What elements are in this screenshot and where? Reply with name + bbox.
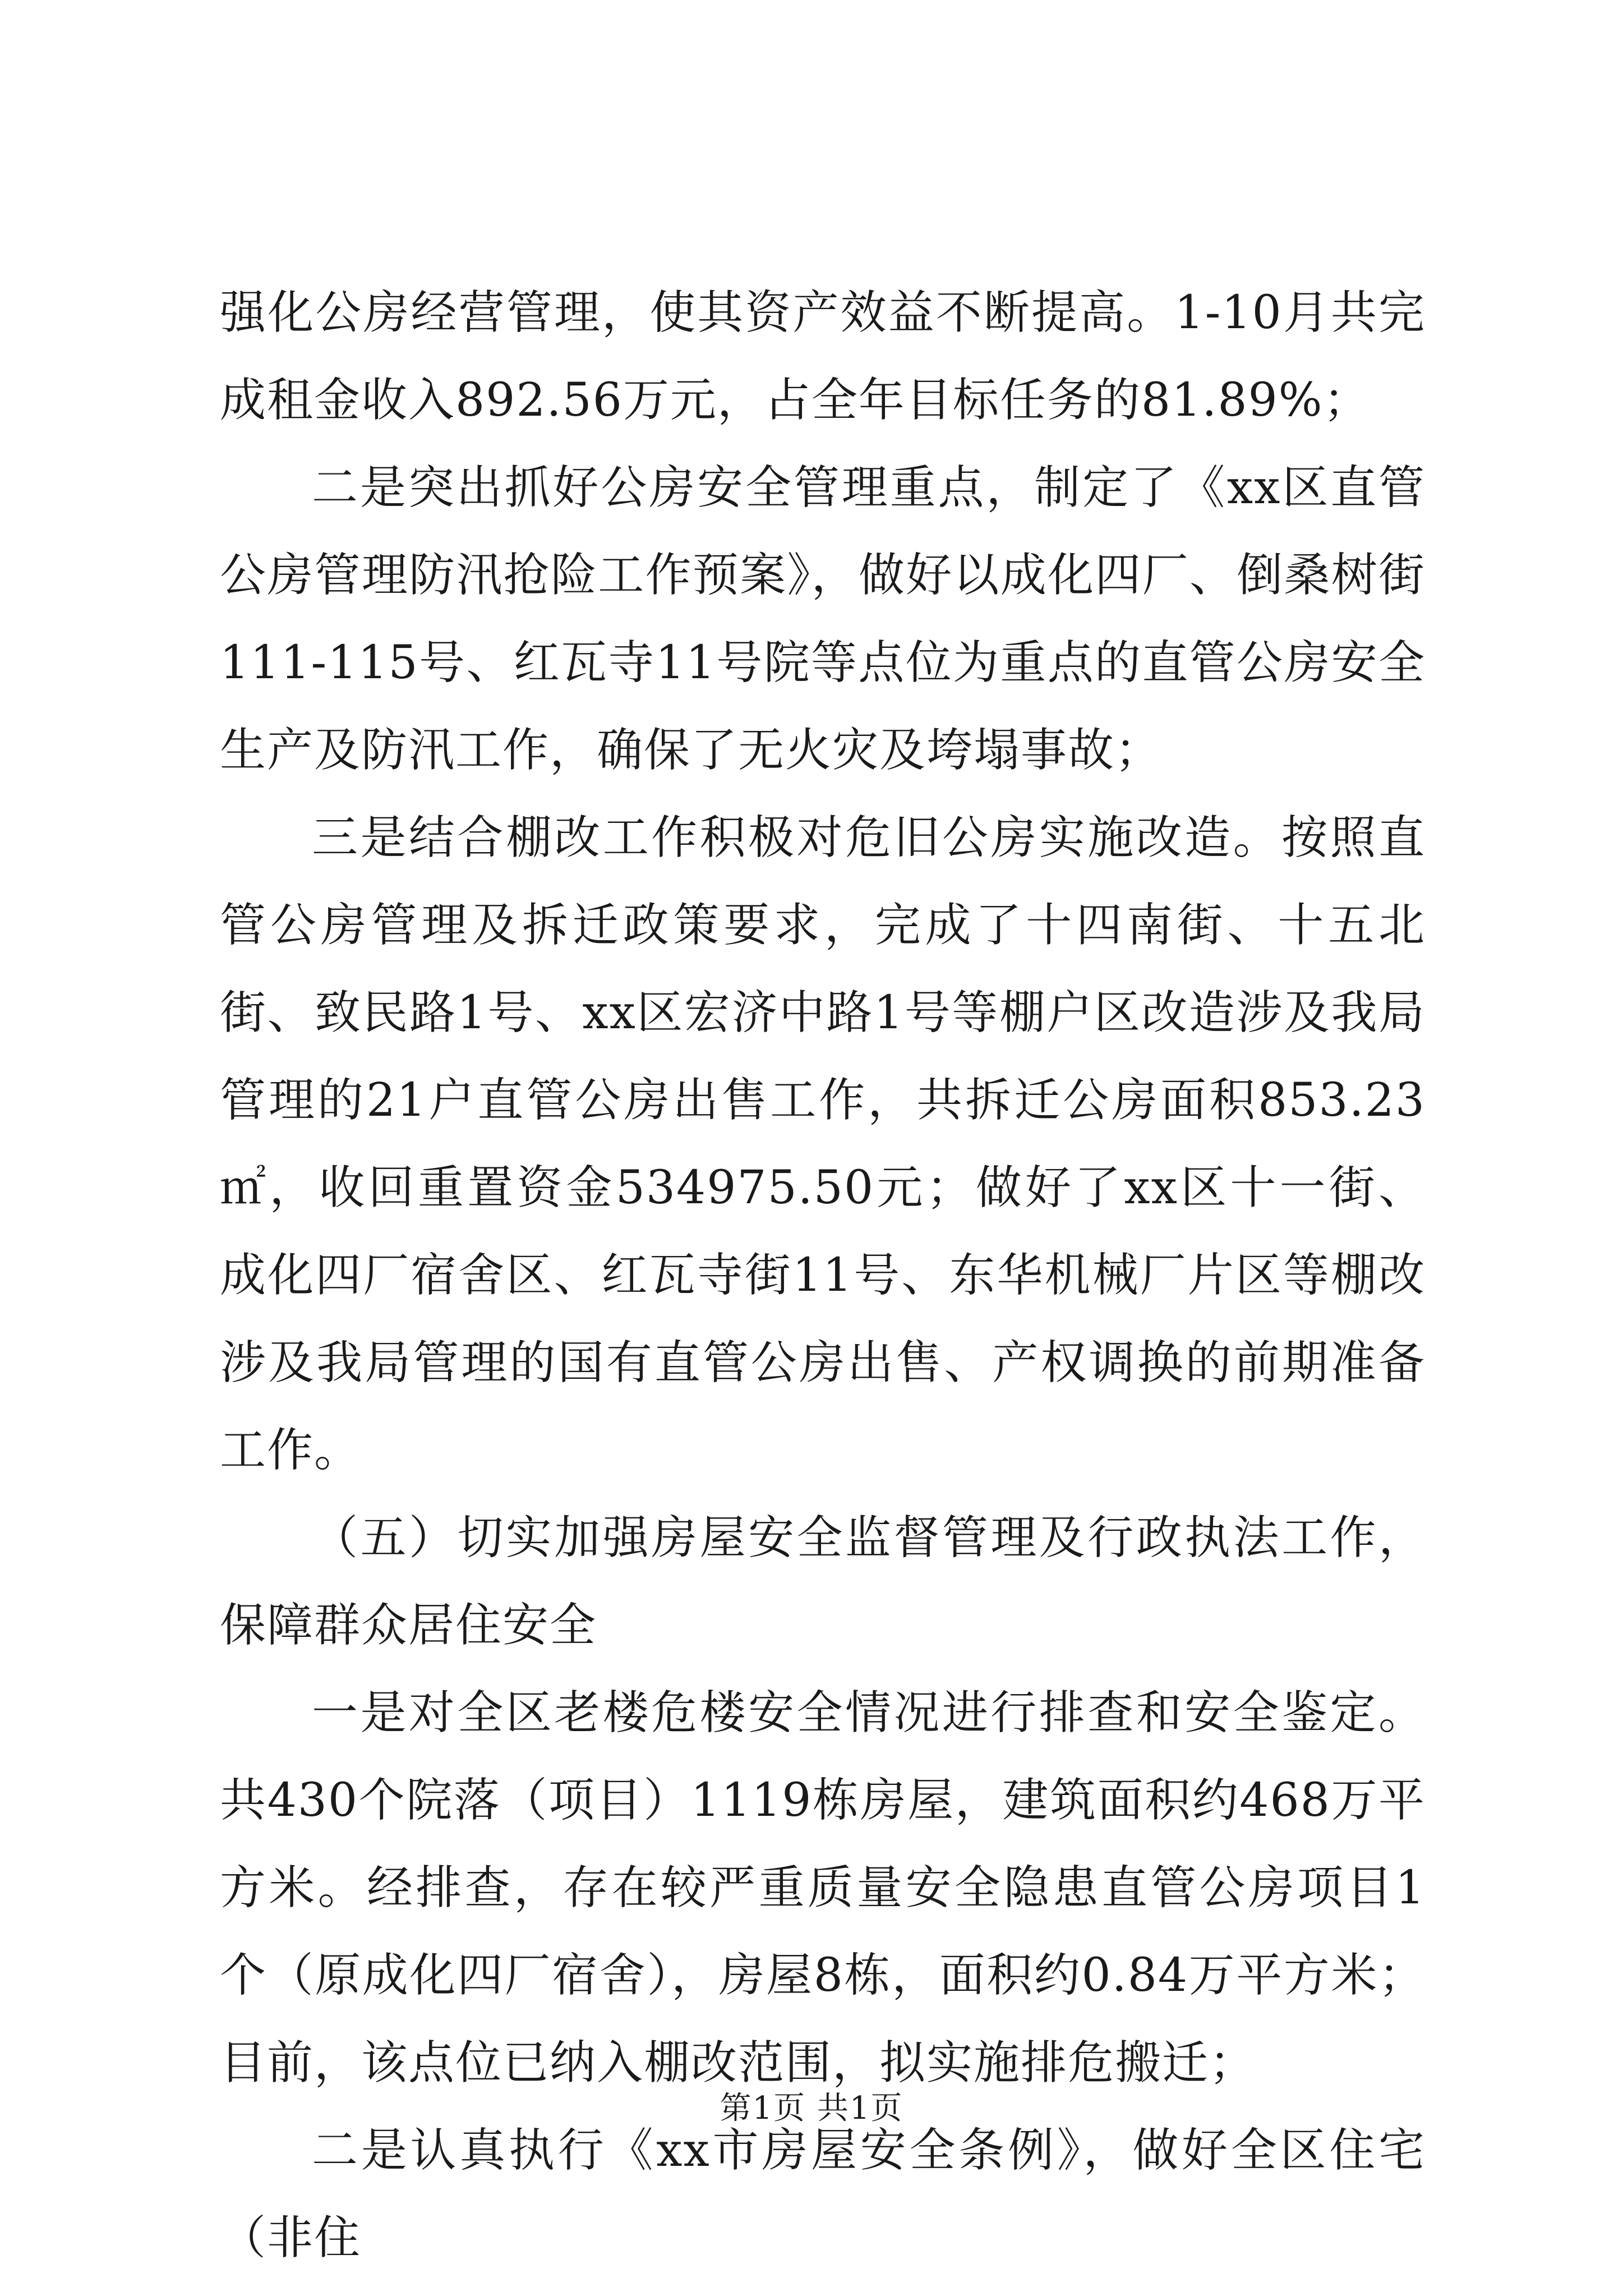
- page-footer: 第1页 共1页: [720, 2090, 903, 2127]
- paragraph-safety-management: 二是突出抓好公房安全管理重点，制定了《xx区直管公房管理防汛抢险工作预案》，做好以成化四厂、倒桑树街111-115号、红瓦寺11号院等点位为重点的直管公房安全生产及防汛工作，确保了无火灾及垮塌事故；: [220, 461, 1426, 777]
- document-body: [220, 269, 1426, 2282]
- paragraph-rent-income: 强化公房经营管理，使其资产效益不断提高。1-10月共完成租金收入892.56万元，占全年目标任务的81.89%；: [220, 286, 1426, 427]
- paragraph-building-inspection: 一是对全区老楼危楼安全情况进行排查和安全鉴定。共430个院落（项目）1119栋房屋，建筑面积约468万平方米。经排查，存在较严重质量安全隐患直管公房项目1个（原成化四厂宿舍），房屋8栋，面积约0.84万平方米；目前，该点位已纳入棚改范围，拟实施排危搬迁；: [220, 1686, 1426, 2090]
- paragraph-renovation: 三是结合棚改工作积极对危旧公房实施改造。按照直管公房管理及拆迁政策要求，完成了十四南街、十五北街、致民路1号、xx区宏济中路1号等棚户区改造涉及我局管理的21户直管公房出售工作，共拆迁公房面积853.23㎡，收回重置资金534975.50元；做好了xx区十一街、成化四厂宿舍区、红瓦寺街11号、东华机械厂片区等棚改涉及我局管理的国有直管公房出售、产权调换的前期准备工作。: [220, 811, 1426, 1477]
- section-heading-five: （五）切实加强房屋安全监督管理及行政执法工作，保障群众居住安全: [220, 1511, 1426, 1652]
- paragraph-regulation-enforcement: 二是认真执行《xx市房屋安全条例》，做好全区住宅（非住: [220, 2124, 1426, 2265]
